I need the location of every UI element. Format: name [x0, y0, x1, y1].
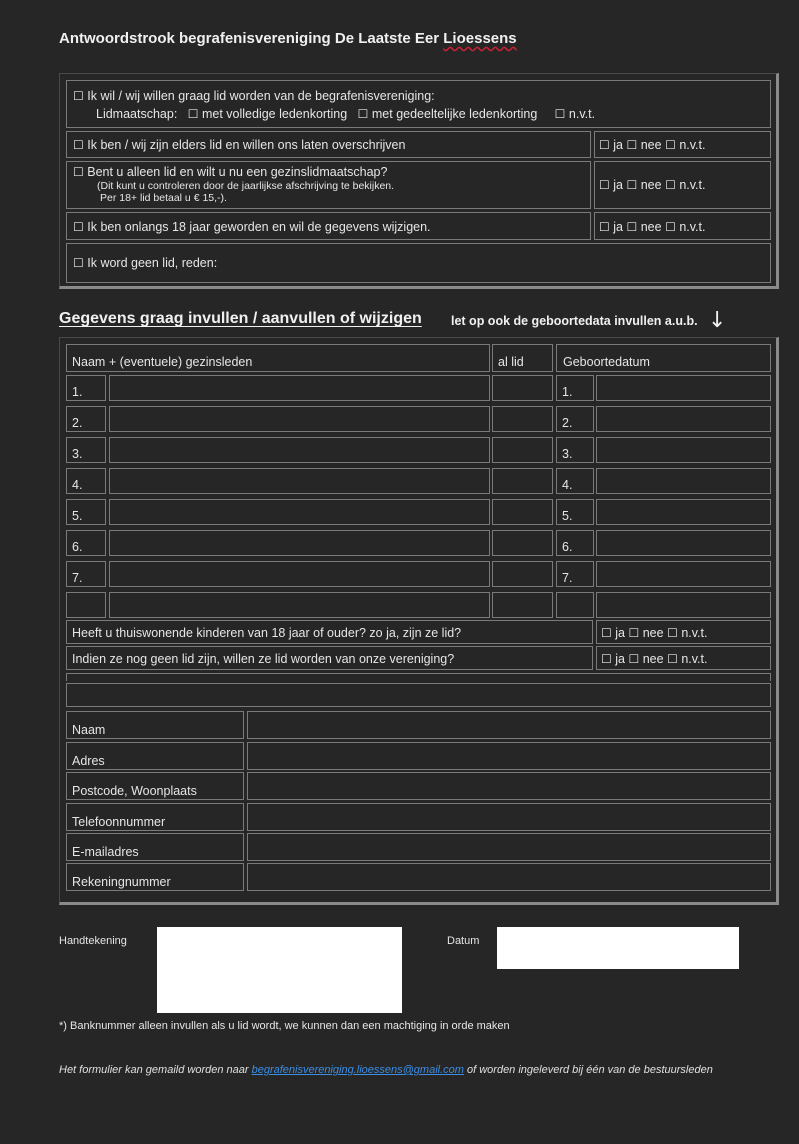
row-number-cell [66, 561, 106, 587]
header-name-cell [66, 344, 490, 372]
birthdate-input-cell[interactable] [596, 437, 771, 463]
name-input-cell[interactable] [109, 561, 490, 587]
member-input-cell[interactable] [492, 499, 553, 525]
family-ja-checkbox[interactable]: ☐ [599, 178, 610, 192]
transfer-nee-checkbox[interactable]: ☐ [626, 138, 638, 152]
row-number: 6. [562, 540, 573, 554]
nvt-label: n.v.t. [681, 626, 708, 640]
col-member-header: al lid [498, 355, 524, 369]
spacer-row-2 [66, 683, 771, 707]
birth-number-cell [556, 592, 594, 618]
down-arrow-icon: ↓ [708, 308, 727, 333]
birth-number-cell [556, 468, 594, 494]
name-input-cell[interactable] [109, 468, 490, 494]
nvt-label: n.v.t. [679, 220, 706, 234]
name-input-cell[interactable] [109, 530, 490, 556]
membership-question: Ik wil / wij willen graag lid worden van de begrafenisvereniging: [87, 89, 435, 103]
col-name-header: Naam + (eventuele) gezinsleden [72, 355, 253, 369]
children-nvt-checkbox[interactable]: ☐ [667, 626, 678, 640]
partial-discount-checkbox[interactable]: ☐ [357, 107, 369, 121]
bank-note: *) Banknummer alleen invullen als u lid wordt, we kunnen dan een machtiging in orde maken [59, 1020, 510, 1032]
birth-number-cell [556, 406, 594, 432]
personal-field-label-cell [66, 803, 244, 831]
join-ja-checkbox[interactable]: ☐ [601, 652, 612, 666]
no-member-checkbox[interactable]: ☐ [73, 256, 84, 270]
row-number-cell [66, 437, 106, 463]
transfer-checkbox[interactable]: ☐ [73, 138, 84, 152]
birth-number-cell [556, 437, 594, 463]
row-number-cell [66, 375, 106, 401]
no-member-row [66, 243, 771, 283]
transfer-ja-checkbox[interactable]: ☐ [599, 138, 610, 152]
page-title [59, 30, 517, 47]
birthdate-input-cell[interactable] [596, 468, 771, 494]
full-discount-checkbox[interactable]: ☐ [187, 107, 199, 121]
adult-nvt-checkbox[interactable]: ☐ [665, 220, 676, 234]
birthdate-input-cell[interactable] [596, 561, 771, 587]
row-number: 7. [72, 571, 83, 585]
birthdate-input-cell[interactable] [596, 499, 771, 525]
join-nvt-checkbox[interactable]: ☐ [667, 652, 678, 666]
name-input-cell[interactable] [109, 406, 490, 432]
member-input-cell[interactable] [492, 561, 553, 587]
adult-options [594, 212, 771, 240]
signature-box[interactable] [157, 927, 402, 1013]
row-number: 7. [562, 571, 573, 585]
row-number: 4. [562, 478, 573, 492]
footer-text [59, 1064, 741, 1077]
personal-field-label-cell [66, 833, 244, 861]
member-input-cell[interactable] [492, 592, 553, 618]
personal-field-label: Adres [72, 754, 105, 768]
adult-row [66, 212, 591, 240]
birthdate-input-cell[interactable] [596, 375, 771, 401]
date-label: Datum [447, 935, 480, 947]
row-number: 2. [72, 416, 83, 430]
family-nee-checkbox[interactable]: ☐ [626, 178, 638, 192]
transfer-nvt-checkbox[interactable]: ☐ [665, 138, 676, 152]
row-number: 4. [72, 478, 83, 492]
header-member-cell [492, 344, 553, 372]
birth-number-cell [556, 375, 594, 401]
row-number: 2. [562, 416, 573, 430]
personal-field-input[interactable] [247, 863, 771, 891]
row-number-cell [66, 468, 106, 494]
ja-label: ja [613, 220, 623, 234]
row-number-cell [66, 499, 106, 525]
transfer-question: Ik ben / wij zijn elders lid en willen ons laten overschrijven [87, 138, 406, 152]
personal-field-label: Telefoonnummer [72, 815, 166, 829]
row-number-cell [66, 530, 106, 556]
birth-number-cell [556, 530, 594, 556]
join-question: Indien ze nog geen lid zijn, willen ze lid worden van onze vereniging? [72, 652, 455, 666]
name-input-cell[interactable] [109, 499, 490, 525]
date-box[interactable] [497, 927, 739, 969]
row-number: 5. [72, 509, 83, 523]
membership-row [66, 80, 771, 128]
adult-checkbox[interactable]: ☐ [73, 220, 84, 234]
personal-field-label-cell [66, 863, 244, 891]
row-number: 5. [562, 509, 573, 523]
personal-field-input[interactable] [247, 711, 771, 739]
adult-ja-checkbox[interactable]: ☐ [599, 220, 610, 234]
join-options [596, 646, 771, 670]
email-link[interactable]: begrafenisvereniging.lioessens@gmail.com [251, 1064, 464, 1076]
ja-label: ja [613, 138, 623, 152]
children-nee-checkbox[interactable]: ☐ [628, 626, 640, 640]
transfer-row [66, 131, 591, 158]
membership-nvt-label: n.v.t. [568, 107, 596, 121]
nee-label: nee [642, 626, 664, 640]
name-input-cell[interactable] [109, 375, 490, 401]
family-nvt-checkbox[interactable]: ☐ [665, 178, 676, 192]
row-number: 1. [562, 385, 573, 399]
row-number: 3. [72, 447, 83, 461]
member-input-cell[interactable] [492, 406, 553, 432]
nee-label: nee [642, 652, 664, 666]
nee-label: nee [640, 178, 662, 192]
ja-label: ja [615, 652, 625, 666]
nvt-label: n.v.t. [679, 138, 706, 152]
personal-field-label: E-mailadres [72, 845, 139, 859]
partial-discount-label: met gedeeltelijke ledenkorting [371, 107, 538, 121]
row-number: 3. [562, 447, 573, 461]
nee-label: nee [640, 138, 662, 152]
children-question: Heeft u thuiswonende kinderen van 18 jaar of ouder? zo ja, zijn ze lid? [72, 626, 462, 640]
full-discount-label: met volledige ledenkorting [201, 107, 348, 121]
family-options [594, 161, 771, 209]
ja-label: ja [615, 626, 625, 640]
nvt-label: n.v.t. [679, 178, 706, 192]
family-question: Bent u alleen lid en wilt u nu een gezinslidmaatschap? [87, 165, 388, 179]
birth-number-cell [556, 561, 594, 587]
footer-prefix: Het formulier kan gemaild worden naar [59, 1064, 252, 1076]
member-input-cell[interactable] [492, 468, 553, 494]
col-birth-header: Geboortedatum [563, 355, 650, 369]
birthdate-input-cell[interactable] [596, 530, 771, 556]
name-input-cell[interactable] [109, 592, 490, 618]
title-text: Antwoordstrook begrafenisvereniging De Laatste Eer [59, 30, 444, 47]
member-input-cell[interactable] [492, 530, 553, 556]
personal-field-input[interactable] [247, 772, 771, 800]
adult-nee-checkbox[interactable]: ☐ [626, 220, 638, 234]
spacer-row-1 [66, 673, 771, 681]
family-note-2: Per 18+ lid betaal u € 15,-). [100, 192, 227, 204]
nee-label: nee [640, 220, 662, 234]
personal-field-label: Naam [72, 723, 106, 737]
family-checkbox[interactable]: ☐ [73, 165, 84, 179]
personal-field-input[interactable] [247, 833, 771, 861]
section2-heading: Gegevens graag invullen / aanvullen of wijzigen [59, 310, 422, 327]
membership-checkbox[interactable]: ☐ [73, 89, 84, 103]
ja-label: ja [613, 178, 623, 192]
signature-label: Handtekening [59, 935, 127, 947]
birth-number-cell [556, 499, 594, 525]
row-number-cell [66, 592, 106, 618]
no-member-question: Ik word geen lid, reden: [87, 256, 218, 270]
birthdate-input-cell[interactable] [596, 406, 771, 432]
adult-question: Ik ben onlangs 18 jaar geworden en wil de gegevens wijzigen. [87, 220, 431, 234]
footer-suffix: of worden ingeleverd bij één van de bestuursleden [463, 1064, 713, 1076]
row-number: 1. [72, 385, 83, 399]
row-number: 6. [72, 540, 83, 554]
children-row [66, 620, 593, 644]
join-row [66, 646, 593, 670]
nvt-label: n.v.t. [681, 652, 708, 666]
personal-field-label: Rekeningnummer [72, 875, 171, 889]
name-input-cell[interactable] [109, 437, 490, 463]
children-ja-checkbox[interactable]: ☐ [601, 626, 612, 640]
title-place: Lioessens [443, 30, 517, 47]
family-row [66, 161, 591, 209]
birthdate-input-cell[interactable] [596, 592, 771, 618]
children-options [596, 620, 771, 644]
row-number-cell [66, 406, 106, 432]
personal-field-label-cell [66, 742, 244, 770]
birthdate-note: let op ook de geboortedata invullen a.u.b. [451, 314, 698, 328]
member-input-cell[interactable] [492, 437, 553, 463]
member-input-cell[interactable] [492, 375, 553, 401]
family-note-1: (Dit kunt u controleren door de jaarlijkse afschrijving te bekijken. [97, 180, 395, 192]
transfer-options [594, 131, 771, 158]
join-nee-checkbox[interactable]: ☐ [628, 652, 640, 666]
membership-label: Lidmaatschap: [96, 107, 178, 121]
membership-nvt-checkbox[interactable]: ☐ [554, 107, 566, 121]
personal-field-label-cell [66, 711, 244, 739]
personal-field-input[interactable] [247, 803, 771, 831]
personal-field-label-cell [66, 772, 244, 800]
personal-field-input[interactable] [247, 742, 771, 770]
personal-field-label: Postcode, Woonplaats [72, 784, 197, 798]
header-birth-cell [556, 344, 771, 372]
